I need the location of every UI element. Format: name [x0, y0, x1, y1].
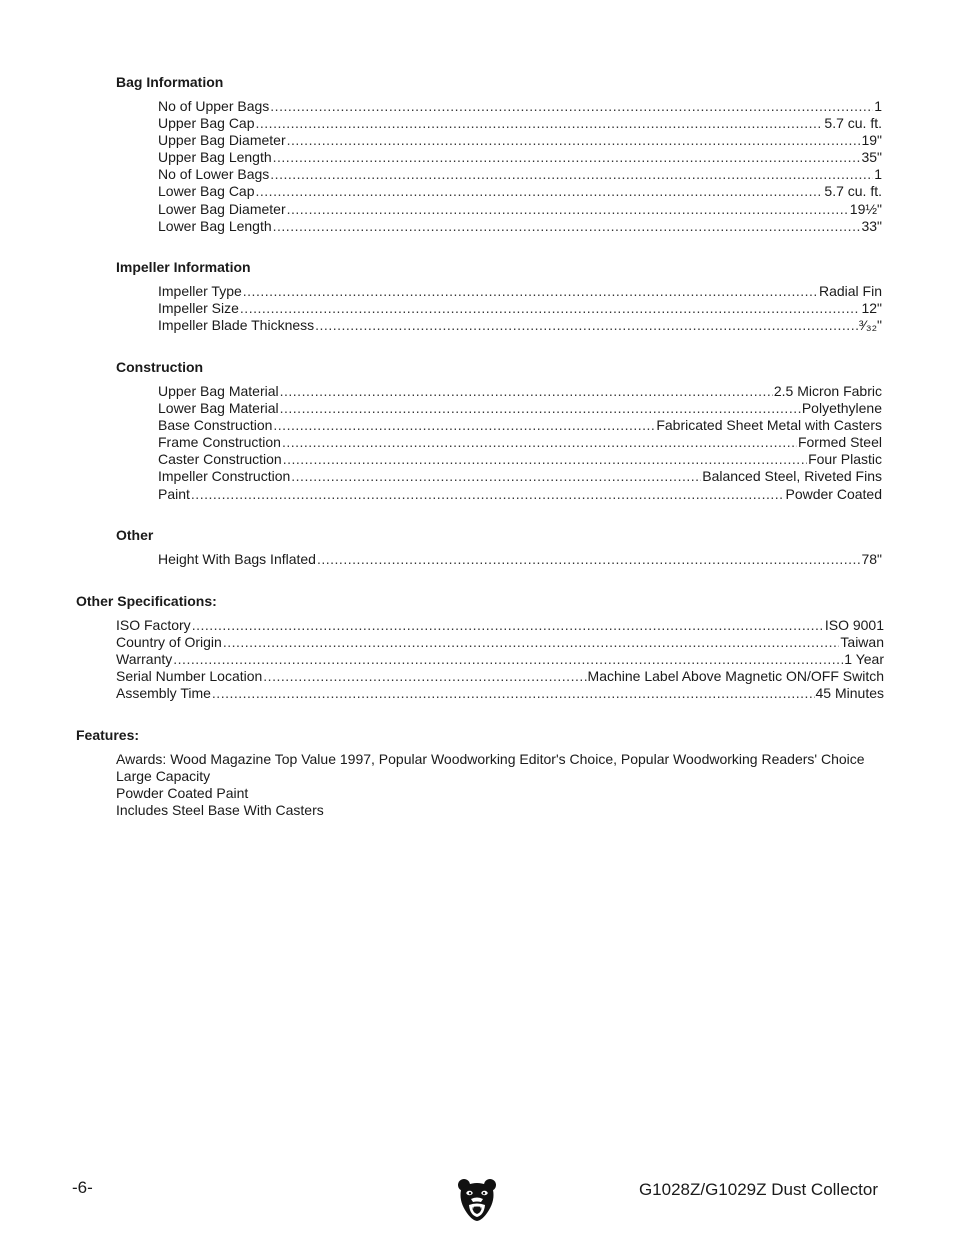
spec-row-impeller-blade-thickness	[158, 317, 882, 334]
feature-item: Includes Steel Base With Casters	[116, 802, 324, 819]
spec-label: Impeller Size	[158, 300, 239, 317]
spec-value: 35"	[861, 149, 882, 166]
other-specifications-list	[116, 617, 884, 702]
spec-row-base-construction	[158, 417, 882, 434]
bag-information-list	[158, 98, 882, 235]
spec-label: Impeller Blade Thickness	[158, 317, 315, 334]
spec-value: 5.7 cu. ft.	[824, 115, 882, 132]
spec-value: 2.5 Micron Fabric	[773, 383, 882, 399]
spec-value: 1 Year	[844, 651, 884, 668]
spec-row-upper-bag-count	[158, 98, 882, 115]
spec-label: Upper Bag Material	[158, 383, 279, 399]
construction-heading: Construction	[116, 359, 204, 375]
spec-label: Impeller Type	[158, 283, 242, 299]
bear-head-logo-icon	[457, 1178, 497, 1222]
spec-value: Radial Fin	[818, 283, 882, 299]
construction-list	[158, 383, 882, 503]
other-list	[158, 551, 882, 568]
document-title: G1028Z/G1029Z Dust Collector	[638, 1180, 878, 1199]
spec-row-height-with-bags-inflated	[158, 551, 882, 568]
spec-value: 33"	[861, 217, 882, 234]
spec-value: Formed Steel	[797, 434, 882, 451]
spec-row-lower-bag-length	[158, 218, 882, 235]
spec-label: Base Construction	[158, 417, 273, 434]
spec-row-upper-bag-material	[158, 383, 882, 400]
spec-label: Caster Construction	[158, 451, 282, 468]
spec-label: Height With Bags Inflated	[158, 551, 316, 567]
spec-label: Paint	[158, 485, 190, 502]
spec-label: Lower Bag Material	[158, 400, 279, 417]
spec-row-upper-bag-length	[158, 149, 882, 166]
spec-value: 19"	[861, 132, 882, 149]
spec-row-impeller-type	[158, 283, 882, 300]
spec-label: Upper Bag Length	[158, 149, 272, 166]
spec-label: Country of Origin	[116, 634, 222, 651]
spec-row-impeller-size	[158, 300, 882, 317]
spec-row-caster-construction	[158, 451, 882, 468]
page-number: -6-	[72, 1178, 93, 1197]
bag-information-heading: Bag Information	[116, 74, 224, 90]
spec-label: Frame Construction	[158, 434, 281, 451]
spec-label: Lower Bag Cap	[158, 183, 255, 200]
spec-value: Powder Coated	[785, 485, 882, 502]
spec-row-lower-bag-material	[158, 400, 882, 417]
spec-label: Upper Bag Cap	[158, 115, 255, 132]
spec-label: Assembly Time	[116, 685, 211, 702]
spec-value: Machine Label Above Magnetic ON/OFF Switch	[587, 668, 884, 685]
spec-label: Impeller Construction	[158, 468, 291, 485]
spec-row-assembly-time	[116, 685, 884, 702]
spec-label: Lower Bag Diameter	[158, 200, 286, 217]
spec-value: Taiwan	[840, 634, 884, 651]
spec-row-lower-bag-count	[158, 166, 882, 183]
spec-row-iso-factory	[116, 617, 884, 634]
spec-label: Serial Number Location	[116, 668, 263, 685]
spec-label: Upper Bag Diameter	[158, 132, 286, 149]
spec-label: ISO Factory	[116, 617, 191, 633]
spec-value: Four Plastic	[808, 451, 882, 468]
spec-row-lower-bag-diameter	[158, 201, 882, 218]
spec-value: Polyethylene	[801, 400, 882, 417]
spec-label: Lower Bag Length	[158, 217, 272, 234]
spec-row-impeller-construction	[158, 468, 882, 485]
spec-row-serial-number-location	[116, 668, 884, 685]
impeller-information-list	[158, 283, 882, 334]
spec-value: ISO 9001	[824, 617, 884, 633]
features-list	[116, 751, 865, 819]
spec-value: 5.7 cu. ft.	[824, 183, 882, 200]
spec-value: 78"	[861, 551, 882, 567]
spec-value: 45 Minutes	[815, 685, 884, 702]
spec-label: No of Lower Bags	[158, 166, 270, 183]
spec-row-warranty	[116, 651, 884, 668]
feature-item: Awards: Wood Magazine Top Value 1997, Popular Woodworking Editor's Choice, Popular Woodworking Readers' Choice	[116, 751, 865, 767]
spec-row-upper-bag-diameter	[158, 132, 882, 149]
feature-item: Powder Coated Paint	[116, 785, 249, 802]
impeller-information-heading: Impeller Information	[116, 259, 251, 275]
spec-row-frame-construction	[158, 434, 882, 451]
spec-row-lower-bag-cap	[158, 183, 882, 200]
spec-value: 1	[874, 98, 882, 114]
spec-value: 19½"	[849, 200, 882, 217]
other-specifications-heading: Other Specifications:	[76, 593, 217, 609]
other-heading: Other	[116, 527, 154, 543]
spec-value: 1	[874, 166, 882, 183]
spec-value: Balanced Steel, Riveted Fins	[702, 468, 882, 485]
spec-row-country-of-origin	[116, 634, 884, 651]
spec-label: Warranty	[116, 651, 173, 668]
spec-value: ³⁄₃₂"	[858, 317, 882, 334]
spec-value: 12"	[861, 300, 882, 317]
features-heading: Features:	[76, 727, 140, 743]
feature-item: Large Capacity	[116, 768, 211, 785]
spec-value: Fabricated Sheet Metal with Casters	[656, 417, 882, 434]
spec-row-paint	[158, 486, 882, 503]
spec-row-upper-bag-cap	[158, 115, 882, 132]
spec-label: No of Upper Bags	[158, 98, 270, 114]
